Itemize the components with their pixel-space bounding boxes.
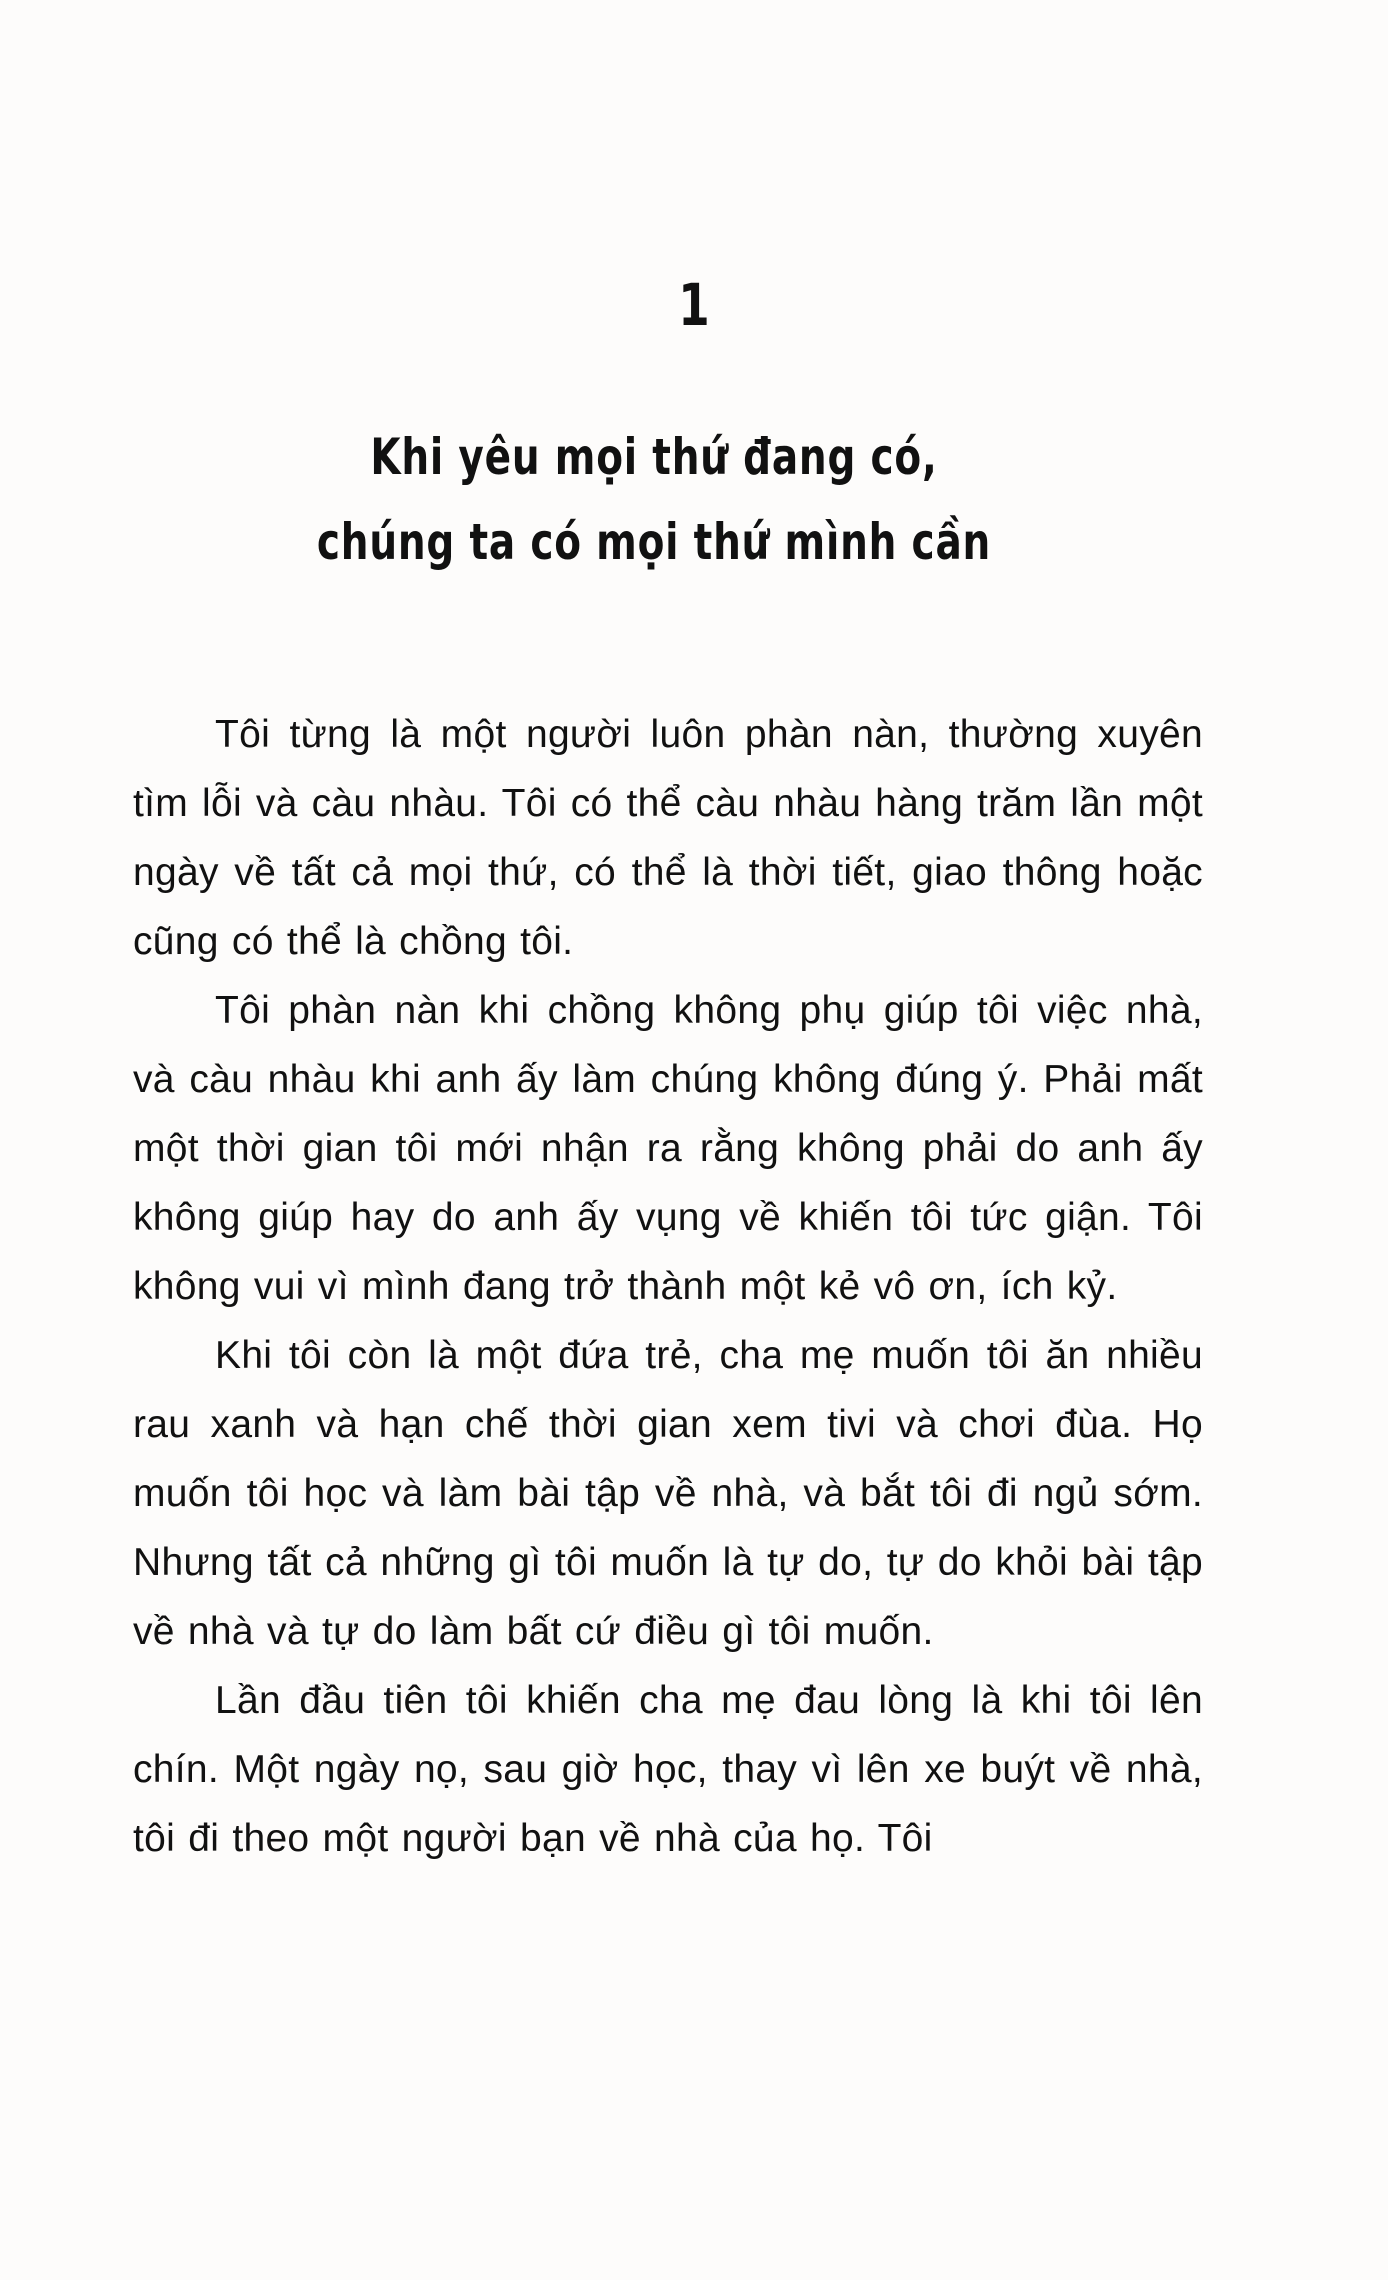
chapter-title-line-1: Khi yêu mọi thứ đang có, [370,428,938,486]
chapter-title-line-2: chúng ta có mọi thứ mình cần [316,513,992,571]
body-text [133,700,1203,1873]
paragraph-3: Khi tôi còn là một đứa trẻ, cha mẹ muốn tôi ăn nhiều rau xanh và hạn chế thời gian xem tivi và chơi đùa. Họ muốn tôi học và làm bài tập về nhà, và bắt tôi đi ngủ sớm. Nhưng tất cả những gì tôi muốn là tự do, tự do khỏi bài tập về nhà và tự do làm bất cứ điều gì tôi muốn. [133,1334,1203,1653]
paragraph-2: Tôi phàn nàn khi chồng không phụ giúp tôi việc nhà, và càu nhàu khi anh ấy làm chúng không đúng ý. Phải mất một thời gian tôi mới nhận ra rằng không phải do anh ấy không giúp hay do anh ấy vụng về khiến tôi tức giận. Tôi không vui vì mình đang trở thành một kẻ vô ơn, ích kỷ. [133,989,1203,1308]
chapter-number: 1 [678,271,710,339]
paragraph-1: Tôi từng là một người luôn phàn nàn, thường xuyên tìm lỗi và càu nhàu. Tôi có thể càu nhàu hàng trăm lần một ngày về tất cả mọi thứ, có thể là thời tiết, giao thông hoặc cũng có thể là chồng tôi. [133,713,1203,963]
paragraph-4: Lần đầu tiên tôi khiến cha mẹ đau lòng là khi tôi lên chín. Một ngày nọ, sau giờ học, thay vì lên xe buýt về nhà, tôi đi theo một người bạn về nhà của họ. Tôi [133,1679,1203,1860]
